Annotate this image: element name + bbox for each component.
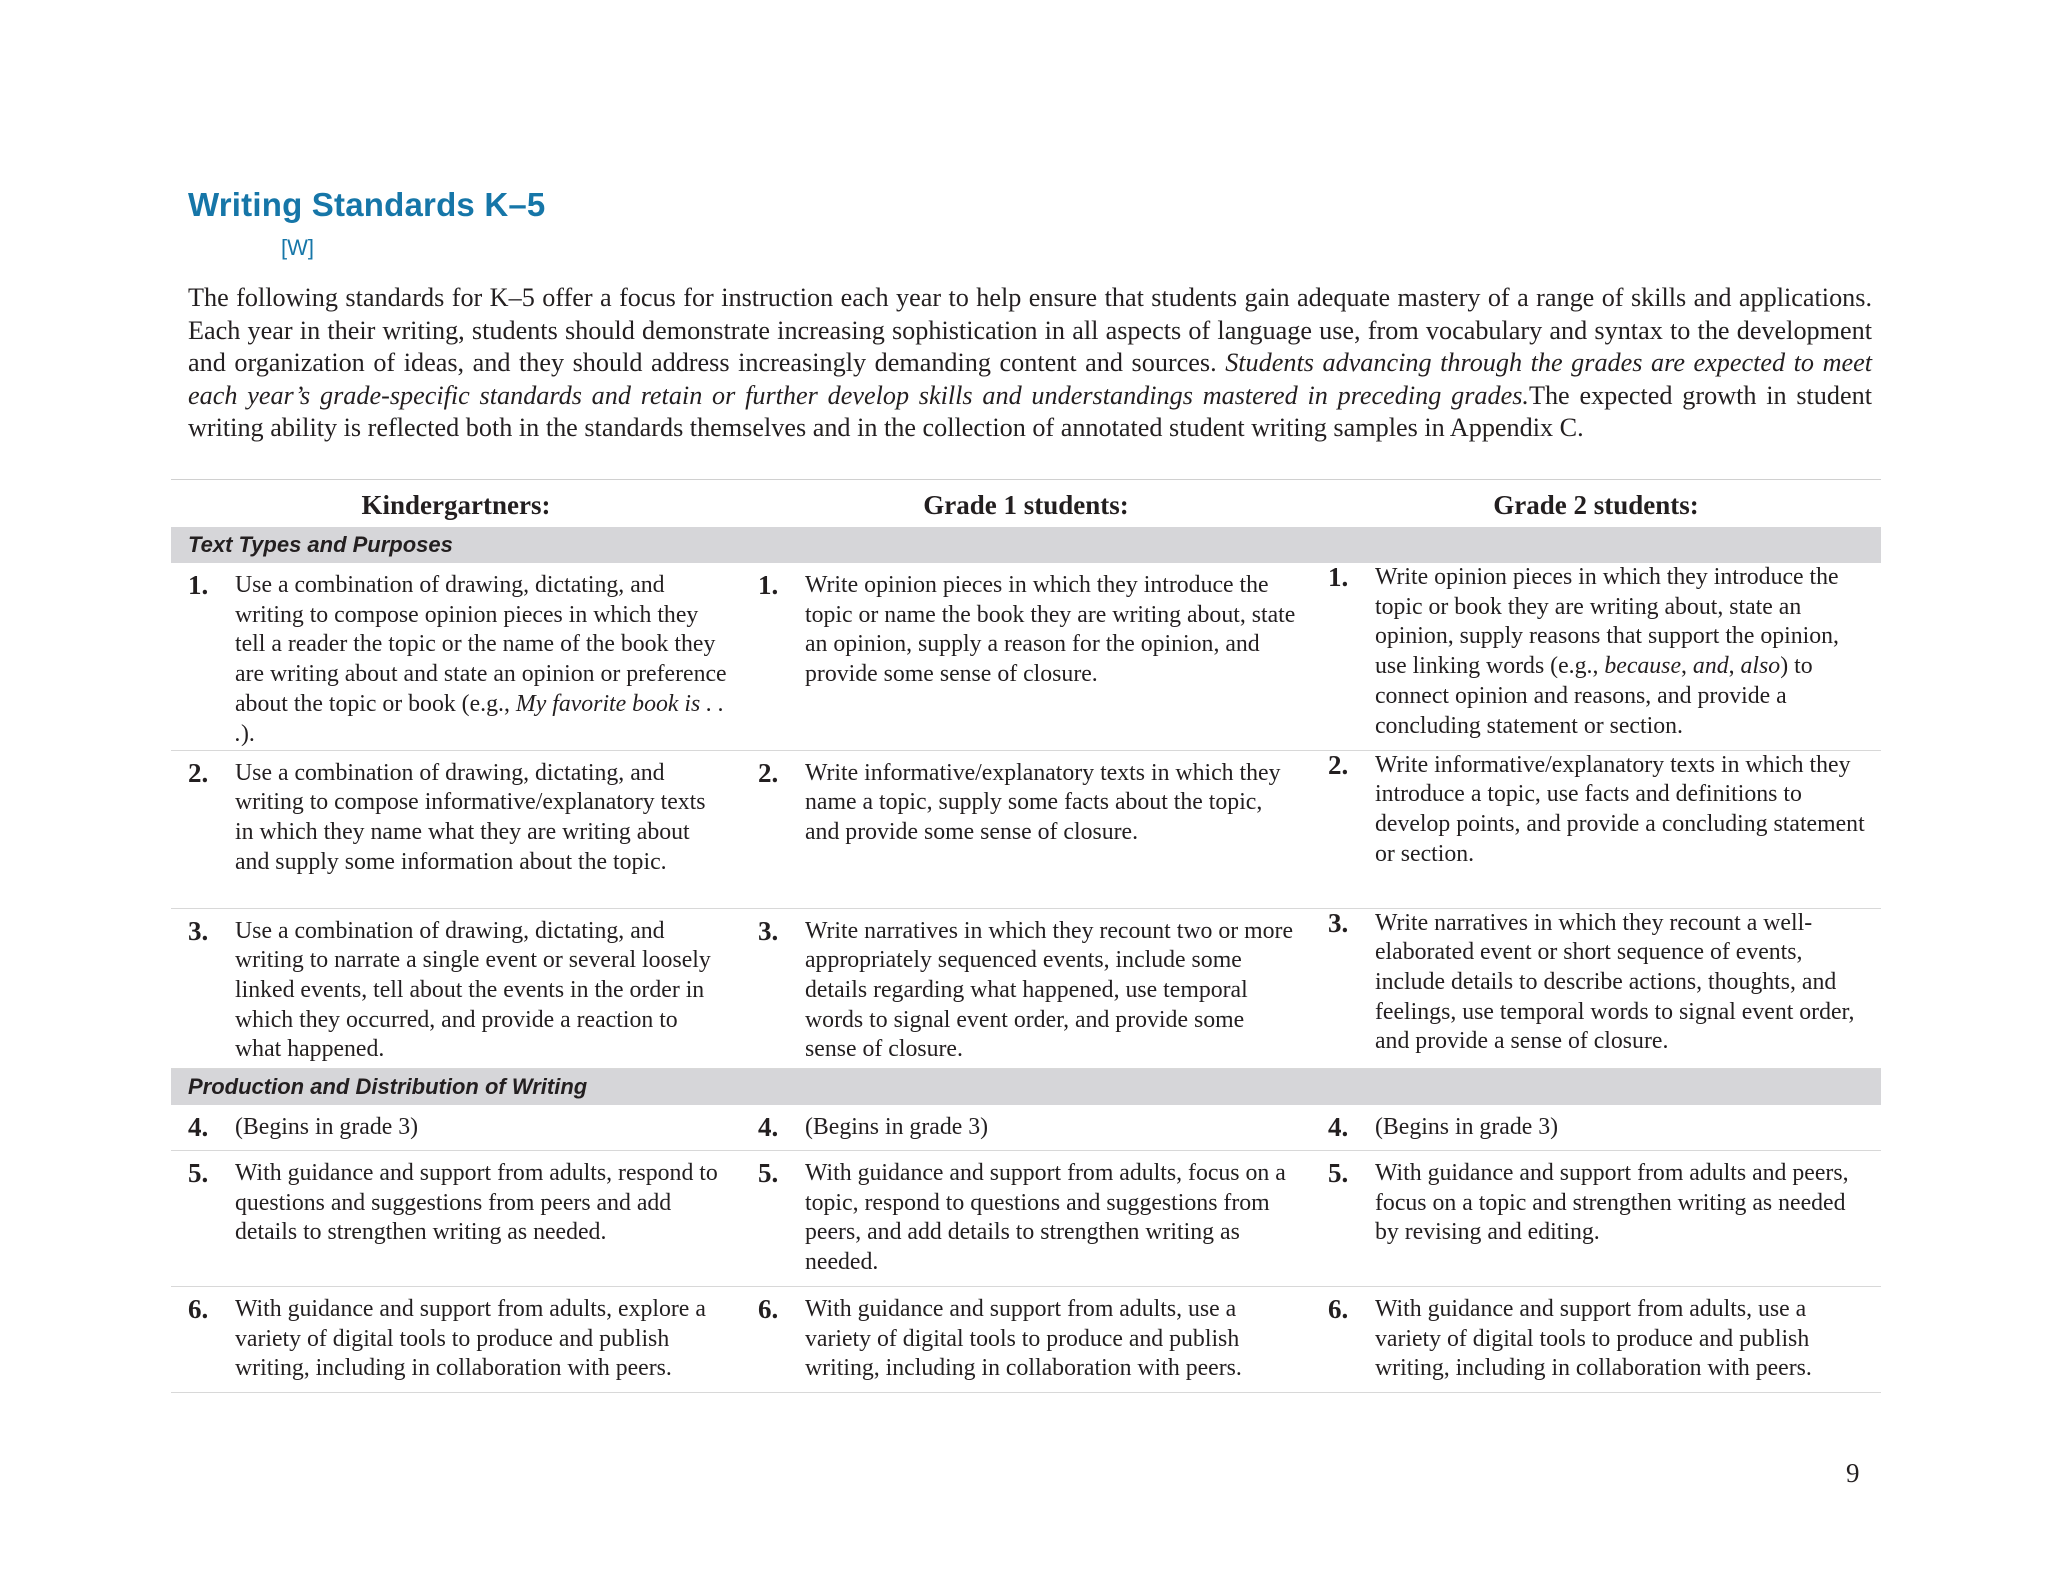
standard-number: 4. — [1328, 1111, 1349, 1142]
standard-cell — [741, 1105, 1311, 1151]
standard-text: Write informative/explanatory texts in which they introduce a topic, use facts and definitions to develop points, and provide a concluding statement or section. — [1375, 751, 1865, 867]
standard-cell — [1311, 1105, 1881, 1151]
table-row — [171, 563, 1881, 750]
standard-cell — [741, 563, 1311, 750]
standard-text: Write opinion pieces in which they introduce the topic or name the book they are writing about, state an opinion, supply a reason for the opinion, and provide some sense of closure. — [805, 572, 1296, 688]
standard-number: 3. — [188, 915, 209, 946]
standard-cell — [741, 1151, 1311, 1287]
standard-number: 4. — [188, 1111, 209, 1142]
standard-text: With guidance and support from adults, use a variety of digital tools to produce and publish writing, including in collaboration with peers. — [1375, 1296, 1812, 1382]
column-header-kindergarten: Kindergartners: — [171, 480, 741, 528]
standard-number: 2. — [758, 757, 779, 788]
standard-text: With guidance and support from adults and peers, focus on a topic and strengthen writing as needed by revising and editing. — [1375, 1160, 1849, 1246]
standard-text: Write opinion pieces in which they introduce the topic or book they are writing about, state an opinion, supply reasons that support the opinion, use linking words (e.g., because, and, also) to connect opinion and reasons, and provide a concluding statement or section. — [1375, 564, 1840, 739]
column-header-grade-2: Grade 2 students: — [1311, 480, 1881, 528]
table-row — [171, 908, 1881, 1068]
standard-cell — [741, 908, 1311, 1068]
standard-text: With guidance and support from adults, respond to questions and suggestions from peers and add details to strengthen writing as needed. — [235, 1160, 718, 1246]
standard-cell — [1311, 1287, 1881, 1393]
table-row — [171, 1105, 1881, 1151]
standard-cell — [171, 1105, 741, 1151]
intro-emphasis: Students advancing through the grades are expected to meet each year’s grade-specific standards and retain or further develop skills and understandings mastered in preceding grades. — [188, 348, 1872, 410]
intro-text-continued: The expected growth in student writing ability is reflected both in the standards themselves and in the collection of annotated student writing samples in Appendix C. — [188, 380, 1872, 443]
standard-text: Write narratives in which they recount two or more appropriately sequenced events, include some details regarding what happened, use temporal words to signal event order, and provide some sense of closure. — [805, 917, 1294, 1063]
standard-text: (Begins in grade 3) — [805, 1113, 989, 1140]
standard-code: [W] — [281, 235, 314, 260]
standard-number: 1. — [1328, 562, 1349, 592]
standard-number: 5. — [758, 1158, 779, 1188]
standard-number: 5. — [1328, 1158, 1349, 1188]
standard-cell — [171, 1287, 741, 1393]
section-header — [171, 527, 1881, 563]
standard-text: Write narratives in which they recount a well-elaborated event or short sequence of events, include details to describe actions, thoughts, and feelings, use temporal words to signal event order, and provide a sense of closure. — [1375, 909, 1855, 1055]
standard-cell — [171, 750, 741, 908]
standard-text: With guidance and support from adults, use a variety of digital tools to produce and publish writing, including in collaboration with peers. — [805, 1296, 1242, 1382]
standard-number: 1. — [188, 570, 209, 600]
intro-text: The following standards for K–5 offer a focus for instruction each year to help ensure that students gain adequate mastery of a range of skills and applications. Each year in their writing, students should demonstrate increasing sophistication in all aspects of language use, from vocabulary and syntax to the development and organization of ideas, and they should address increasingly demanding content and sources. — [188, 283, 1872, 378]
standard-cell — [171, 1151, 741, 1287]
standard-number: 2. — [188, 757, 209, 788]
standard-cell — [1311, 1151, 1881, 1287]
standard-cell — [741, 1287, 1311, 1393]
standard-number: 6. — [188, 1294, 209, 1324]
standard-text: Use a combination of drawing, dictating, and writing to compose informative/explanatory texts in which they name what they are writing about and supply some information about the topic. — [235, 759, 706, 875]
standard-cell — [1311, 908, 1881, 1068]
standard-text: (Begins in grade 3) — [235, 1113, 419, 1140]
standard-number: 3. — [758, 915, 779, 946]
standard-cell — [171, 908, 741, 1068]
standard-number: 1. — [758, 570, 779, 600]
standard-text: Use a combination of drawing, dictating, and writing to narrate a single event or several loosely linked events, tell about the events in the order in which they occurred, and provide a reaction to what happened. — [235, 917, 711, 1063]
standard-number: 6. — [758, 1294, 779, 1324]
table-row — [171, 1151, 1881, 1287]
standard-cell — [741, 750, 1311, 908]
standard-cell — [1311, 750, 1881, 908]
standard-text: (Begins in grade 3) — [1375, 1113, 1559, 1140]
standard-number: 6. — [1328, 1294, 1349, 1324]
standard-number: 2. — [1328, 749, 1349, 780]
standard-text: With guidance and support from adults, explore a variety of digital tools to produce and publish writing, including in collaboration with peers. — [235, 1296, 706, 1382]
standards-table — [171, 479, 1881, 1393]
intro-paragraph — [188, 282, 1872, 445]
standard-text: Use a combination of drawing, dictating, and writing to compose opinion pieces in which they tell a reader the topic or the name of the book they are writing about and state an opinion or preference about the topic or book (e.g., My favorite book is . . .). — [235, 572, 727, 747]
section-header — [171, 1068, 1881, 1105]
standard-cell — [1311, 563, 1881, 750]
standard-text: With guidance and support from adults, focus on a topic, respond to questions and suggestions from peers, and add details to strengthen writing as needed. — [805, 1160, 1286, 1276]
standard-number: 5. — [188, 1158, 209, 1188]
table-row — [171, 750, 1881, 908]
section-title: Production and Distribution of Writing — [171, 1068, 1881, 1105]
page-number: 9 — [1846, 1458, 1860, 1488]
section-title: Text Types and Purposes — [171, 527, 1881, 563]
standard-cell — [171, 563, 741, 750]
page-title: Writing Standards K–5 — [188, 186, 546, 223]
standard-text: Write informative/explanatory texts in which they name a topic, supply some facts about the topic, and provide some sense of closure. — [805, 759, 1281, 845]
standard-number: 4. — [758, 1111, 779, 1142]
table-row — [171, 1287, 1881, 1393]
column-header-grade-1: Grade 1 students: — [741, 480, 1311, 528]
standard-number: 3. — [1328, 907, 1349, 938]
column-header-row — [171, 480, 1881, 528]
